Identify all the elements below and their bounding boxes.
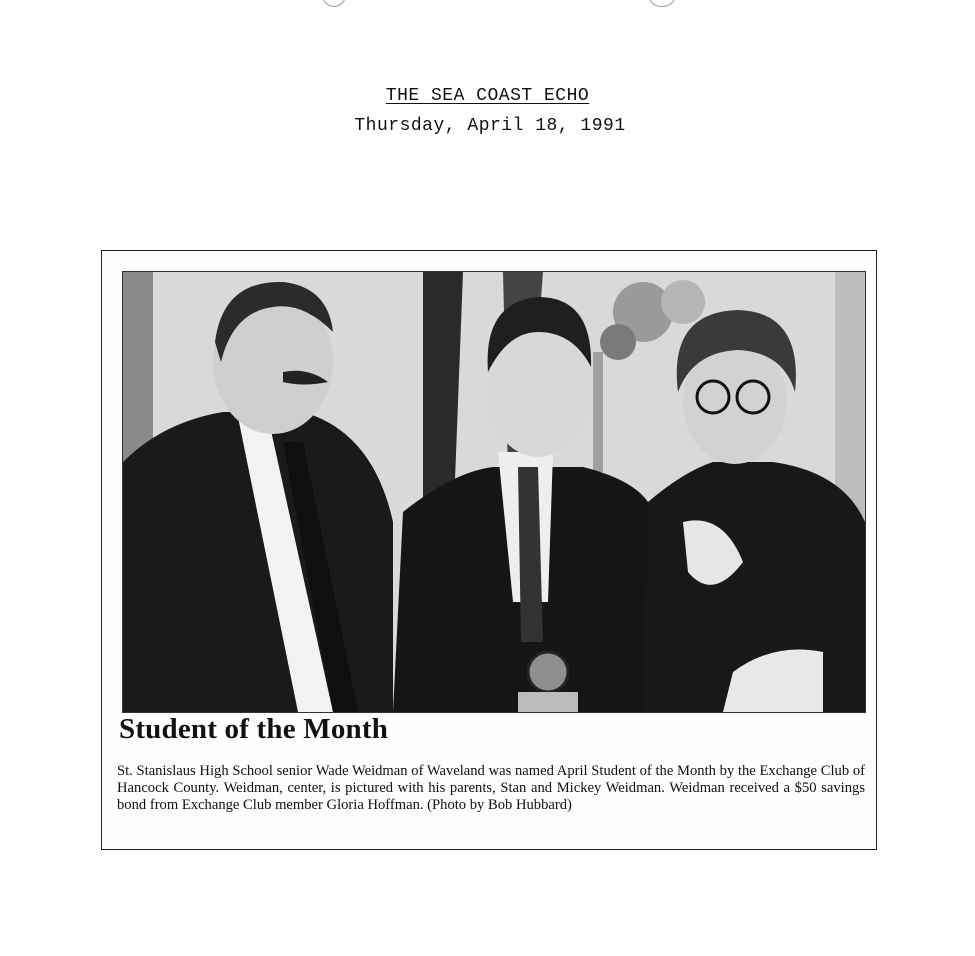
- news-photo: [122, 271, 866, 713]
- publication-name-text: THE SEA COAST ECHO: [385, 86, 590, 106]
- photo-illustration: [123, 272, 865, 712]
- scan-artifact: [322, 0, 346, 7]
- photo-caption: St. Stanislaus High School senior Wade Weidman of Waveland was named April Student of the Month by the Exchange Club of Hancock County. Weidman, center, is pictured with his parents, Stan and Mickey Weidman. Weidman received a $50 savings bond from Exchange Club member Gloria Hoffman. (Photo by Bob Hubbard): [117, 763, 865, 813]
- newspaper-clipping: [101, 250, 877, 850]
- article-headline: Student of the Month: [119, 713, 389, 745]
- publication-date: Thursday, April 18, 1991: [354, 116, 626, 136]
- scan-artifact: [648, 0, 676, 7]
- publication-name: [0, 86, 975, 106]
